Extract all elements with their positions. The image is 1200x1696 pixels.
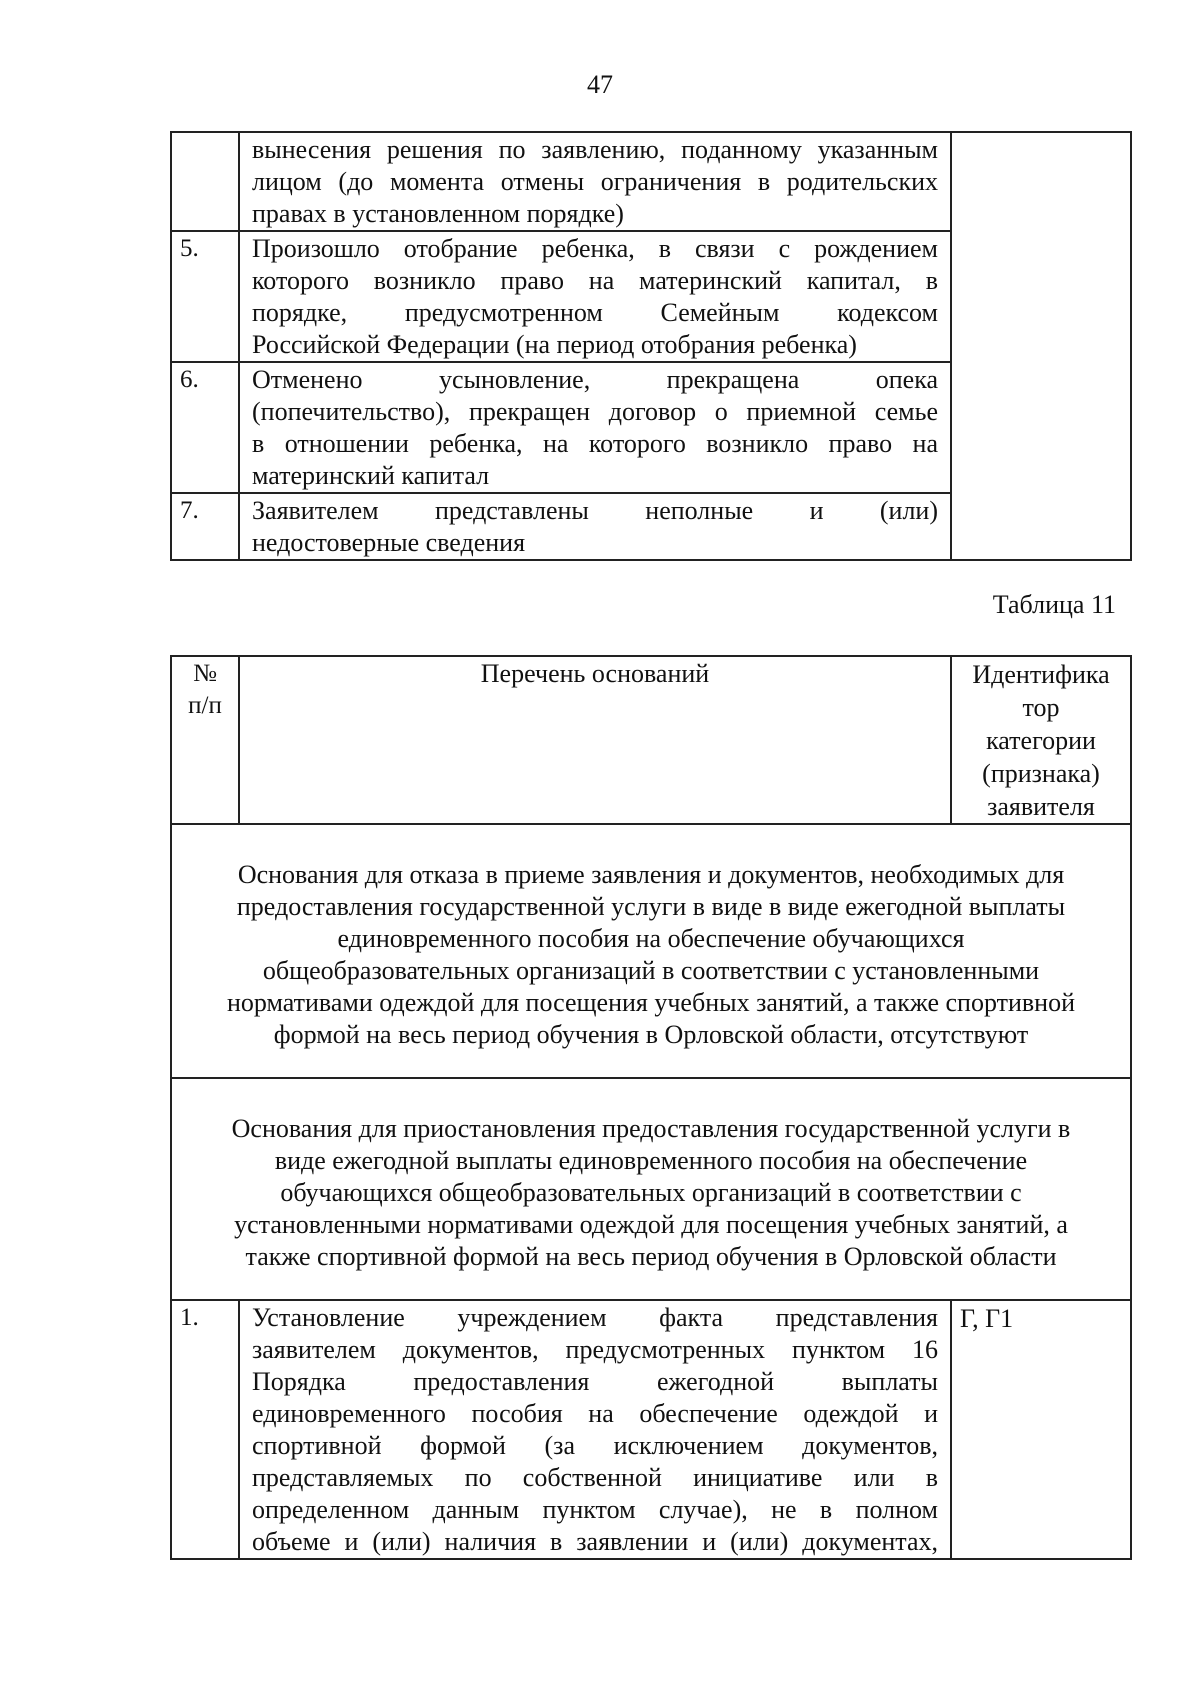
- text-line: виде ежегодной выплаты единовременного пособия на обеспечение: [274, 1146, 1028, 1175]
- grounds-table-continued: [170, 131, 1132, 561]
- text-line: Основания для приостановления предоставления государственной услуги в: [231, 1114, 1071, 1143]
- text-line: Установление учреждением факта представления: [252, 1303, 938, 1332]
- row-number: 7.: [171, 493, 239, 560]
- text-line: недостоверные сведения: [252, 528, 526, 557]
- text-line: представляемых по собственной инициативе или в: [252, 1463, 938, 1492]
- page-number: 47: [587, 70, 613, 99]
- suspension-grounds-section: [171, 1078, 1131, 1300]
- header-number: [171, 656, 239, 824]
- text-line: Произошло отобрание ребенка, в связи с рождением: [252, 234, 938, 263]
- header-line: №: [193, 660, 217, 687]
- row-text: [239, 1300, 951, 1559]
- text-line: также спортивной формой на весь период обучения в Орловской области: [245, 1242, 1057, 1271]
- text-line: материнский капитал: [252, 461, 490, 490]
- header-line: Идентифика: [972, 660, 1110, 689]
- text-line: заявителем документов, предусмотренных пунктом 16: [252, 1335, 938, 1364]
- section-row: [171, 824, 1131, 1078]
- row-text: [239, 493, 951, 560]
- text-line: лицом (до момента отмены ограничения в родительских: [252, 167, 938, 196]
- text-line: нормативами одеждой для посещения учебных занятий, а также спортивной: [226, 988, 1076, 1017]
- refusal-grounds-section: [171, 824, 1131, 1078]
- header-line: заявителя: [987, 792, 1095, 821]
- table-row: [171, 132, 1131, 231]
- table-row: [171, 1300, 1131, 1559]
- header-line: п/п: [188, 692, 222, 719]
- text-line: спортивной формой (за исключением документов,: [252, 1431, 938, 1460]
- text-line: Российской Федерации (на период отобрания ребенка): [252, 330, 857, 359]
- row-identifier: Г, Г1: [951, 1300, 1131, 1559]
- text-line: Отменено усыновление, прекращена опека: [252, 365, 938, 394]
- text-line: порядке, предусмотренном Семейным кодексом: [252, 298, 938, 327]
- text-line: объеме и (или) наличия в заявлении и (или) документах,: [252, 1527, 938, 1556]
- text-line: Заявителем представлены неполные и (или): [252, 496, 938, 525]
- row-number: 1.: [171, 1300, 239, 1559]
- row-number: [171, 132, 239, 231]
- header-list: Перечень оснований: [239, 656, 951, 824]
- header-identifier: [951, 656, 1131, 824]
- row-number: 6.: [171, 362, 239, 493]
- text-line: правах в установленном порядке): [252, 199, 624, 228]
- text-line: (попечительство), прекращен договор о приемной семье: [252, 397, 938, 426]
- header-line: категории: [986, 726, 1096, 755]
- text-line: единовременного пособия на обеспечение обучающихся: [337, 924, 965, 953]
- identifier-cell: [951, 132, 1131, 560]
- table-caption: Таблица 11: [992, 590, 1116, 619]
- text-line: установленными нормативами одеждой для посещения учебных занятий, а: [234, 1210, 1068, 1239]
- text-line: обучающихся общеобразовательных организаций в соответствии с: [280, 1178, 1022, 1207]
- text-line: в отношении ребенка, на которого возникло право на: [252, 429, 938, 458]
- text-line: вынесения решения по заявлению, поданному указанным: [252, 135, 938, 164]
- text-line: Основания для отказа в приеме заявления и документов, необходимых для: [237, 860, 1065, 889]
- grounds-table-11: [170, 655, 1132, 1560]
- text-line: которого возникло право на материнский капитал, в: [252, 266, 938, 295]
- table-header-row: [171, 656, 1131, 824]
- text-line: определенном данным пунктом случае), не в полном: [252, 1495, 938, 1524]
- row-number: 5.: [171, 231, 239, 362]
- text-line: Порядка предоставления ежегодной выплаты: [252, 1367, 938, 1396]
- text-line: единовременного пособия на обеспечение одеждой и: [252, 1399, 938, 1428]
- row-text: [239, 132, 951, 231]
- header-line: тор: [1022, 693, 1060, 722]
- text-line: предоставления государственной услуги в виде в виде ежегодной выплаты: [236, 892, 1066, 921]
- text-line: формой на весь период обучения в Орловской области, отсутствуют: [273, 1020, 1029, 1049]
- header-line: (признака): [982, 759, 1100, 788]
- text-line: общеобразовательных организаций в соответствии с установленными: [262, 956, 1040, 985]
- row-text: [239, 231, 951, 362]
- section-row: [171, 1078, 1131, 1300]
- row-text: [239, 362, 951, 493]
